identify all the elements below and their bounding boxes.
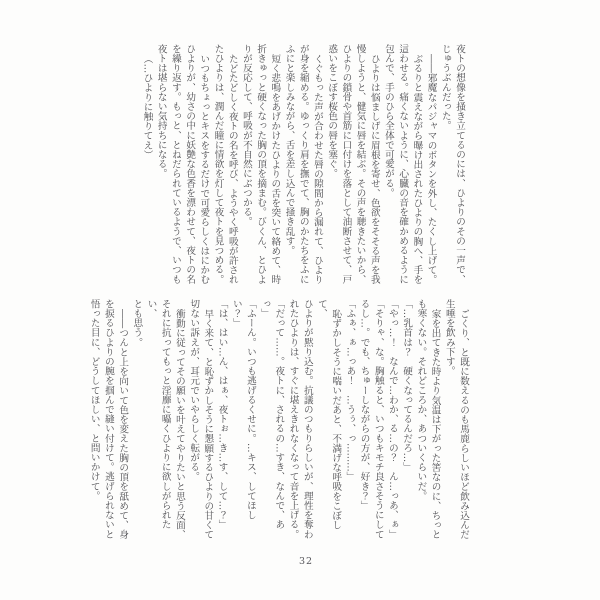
text-line: ぶるりと震えながら曝け出されたひよりの胸へ、手を xyxy=(411,53,423,284)
text-line: 折きゅっと硬くなった胸の頂を摘まむ。びくん、とひよ xyxy=(255,44,267,284)
text-line: ごくり、と既に数えるのも馬鹿らしいほど飲み込んだ xyxy=(458,308,469,539)
text-line: 「そりゃ、な。胸触ると、いつもキモチ良さそうにして xyxy=(372,299,384,539)
text-line: ――つんと上を向いて色を変えた胸の頂を舐めて、身 xyxy=(117,308,129,539)
text-line: 「やっ…！ なんで…わか、る…の？ ん…っあ、ぁ」 xyxy=(386,299,398,539)
text-line: が身を縮める。ゆっくり肩を撫でて、胸のかたちをふに xyxy=(297,44,309,284)
text-line: 家を出てきた時より気温は下がった筈なのに、ちっと xyxy=(429,308,441,539)
text-line: じゅうぶんだった。 xyxy=(439,44,451,131)
text-line: くぐもった声が合わせた唇の隙間から漏れて、ひより xyxy=(311,53,323,284)
text-line: を捩るひよりの腕を掴んで縫い付けて。逃げられないと xyxy=(102,299,114,539)
text-line: 「ふぁ、ぁ…っあ！ …うぅ、っ………」 xyxy=(344,299,356,482)
text-line: 夜トは堪らない気持ちになる。 xyxy=(155,44,167,179)
text-line: 短く悲鳴をあげかけたひよりの舌を突いて絡めて、時 xyxy=(269,53,281,284)
text-line: ふにと楽しみながら、舌を差し込んで掻き乱す。 xyxy=(283,44,295,256)
text-line: 夜トの想像を掻き立てるのには、ひよりのその一声で、 xyxy=(454,44,465,284)
text-line: たどたどしく夜トの名を呼び、ようやく呼吸が許され xyxy=(226,53,238,284)
text-line: 「だって……。夜トに、されるの…すき、なんで、あっ」 xyxy=(259,299,285,530)
text-line: 包んで、手のひら全体で可愛がる。 xyxy=(382,44,394,198)
text-line: れたひよりは、すぐに堪えきれなくなって音を上げる。 xyxy=(287,299,299,539)
text-line: とも思う。 xyxy=(131,299,143,347)
text-line: ひよりの鎖骨や首筋に口付けを落として油断させて、戸 xyxy=(340,44,352,284)
text-line: 切ない訴えが、耳元でいやらしく転がる。 xyxy=(188,299,200,482)
text-line: りが反応して、呼吸が不自然にぶつかる。 xyxy=(240,44,252,227)
text-line: 惑いをこぼす桜色の唇を塞ぐ。 xyxy=(326,44,338,179)
text-line: ひよりは悩ましげに眉根を寄せ、色欲をそそる声を我 xyxy=(368,53,380,284)
text-line: 生唾を飲み下す。 xyxy=(443,299,455,376)
text-line: 衝動に従ってその願いを叶えてやりたいと思う反面、 xyxy=(173,308,185,539)
text-line: 「は、はい…ん、はぁ、夜トぉ…き…す、して…？」 xyxy=(216,299,228,530)
text-line: それに抗ってもっと淫靡に囁くひよりに欲しがられたい、 xyxy=(145,299,171,530)
text-line: 這わせる。痛くないように、心臓の音を確かめるように xyxy=(397,44,409,284)
text-line: 「…乳首は？ 硬くなってるんだろ…」 xyxy=(401,299,413,472)
text-band-bottom xyxy=(87,299,470,540)
text-line: いつもちょっとキスをするだけで可愛らしくはにかむ xyxy=(198,53,210,284)
text-line: るし…。でも、ちゅーしながらの方が、好き？」 xyxy=(358,299,370,511)
text-line: たひよりは、潤んだ瞳に情欲を灯して夜トを見つめる。 xyxy=(212,44,224,284)
text-line: 悟った目に、どうしてほしい、と問いかけて。 xyxy=(88,299,100,501)
text-line: 慢しようと、健気に唇を結ぶ。その声を聴きたいから、 xyxy=(354,44,366,284)
page-number: 32 xyxy=(298,556,314,567)
text-band-top xyxy=(139,44,466,285)
text-line: ――邪魔なパジャマのボタンを外し、たくし上げて。 xyxy=(425,53,437,284)
text-line: ひよりが黙り込む。抗議のつもりらしいが、理性を奪わ xyxy=(301,299,313,539)
text-line: も寒くない。それどころか、あついくらいだ。 xyxy=(415,299,427,501)
text-line: 「ふーん。いつも逃げるくせに。…キス、してほしい？」 xyxy=(230,299,256,520)
text-line: （…ひよりに触りてえ） xyxy=(141,53,153,160)
text-line: 早く来て、と恥ずかしそうに懇願するひよりの甘くて xyxy=(202,308,214,539)
text-line: ひよりが、幼さの中に妖艶な色香を漂わせて、夜トの名 xyxy=(184,44,196,284)
text-line: 恥ずかしそうに喘いだあと、不満げな呼吸をこぼして、 xyxy=(315,299,342,530)
text-line: を繰り返す。もっと、とねだられているようで、いつも xyxy=(169,44,181,284)
